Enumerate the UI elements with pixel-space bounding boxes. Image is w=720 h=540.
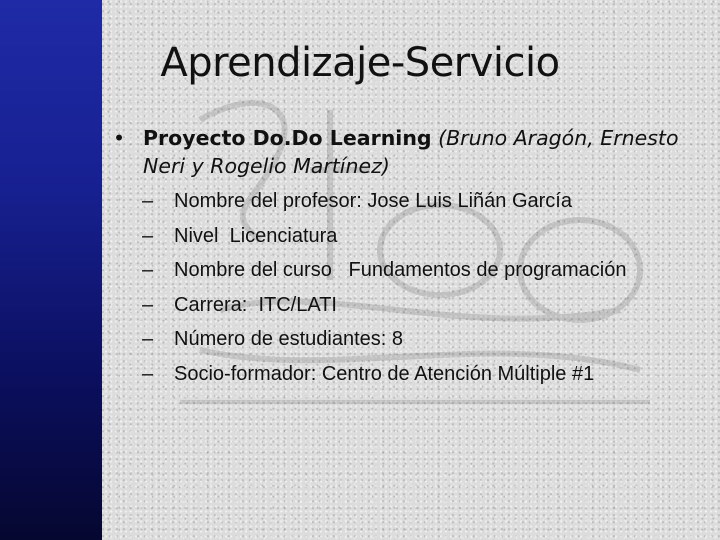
bullet-text xyxy=(143,124,713,180)
slide-title: Aprendizaje-Servicio xyxy=(160,40,560,86)
dash-icon: – xyxy=(142,328,154,350)
bullet-dot-icon: • xyxy=(113,126,126,150)
sub-bullet-text: Nombre del curso Fundamentos de programación xyxy=(174,259,627,281)
sub-bullet-item xyxy=(142,322,713,357)
sub-bullet-list xyxy=(113,184,713,391)
sub-bullet-item xyxy=(142,219,713,254)
sub-bullet-text: Carrera: ITC/LATI xyxy=(174,293,337,316)
dash-icon: – xyxy=(142,259,154,281)
dash-icon: – xyxy=(142,362,154,385)
dash-icon: – xyxy=(142,224,154,247)
project-authors: (Bruno Aragón, Ernesto Neri y Rogelio Martínez) xyxy=(143,126,679,178)
sub-bullet-item xyxy=(142,288,713,323)
slide-body xyxy=(113,124,713,391)
sub-bullet-text: Nombre del profesor: Jose Luis Liñán García xyxy=(174,190,572,212)
sub-bullet-text: Número de estudiantes: 8 xyxy=(174,328,404,350)
sub-bullet-item xyxy=(142,253,713,288)
sub-bullet-item xyxy=(142,184,713,219)
sub-bullet-item xyxy=(142,357,713,392)
project-name: Proyecto Do.Do Learning xyxy=(143,126,432,150)
dash-icon: – xyxy=(142,293,154,316)
sub-bullet-text: Nivel Licenciatura xyxy=(174,224,338,247)
sub-bullet-text: Socio-formador: Centro de Atención Múltiple #1 xyxy=(174,362,595,385)
dash-icon: – xyxy=(142,190,154,212)
main-bullet xyxy=(113,124,713,180)
